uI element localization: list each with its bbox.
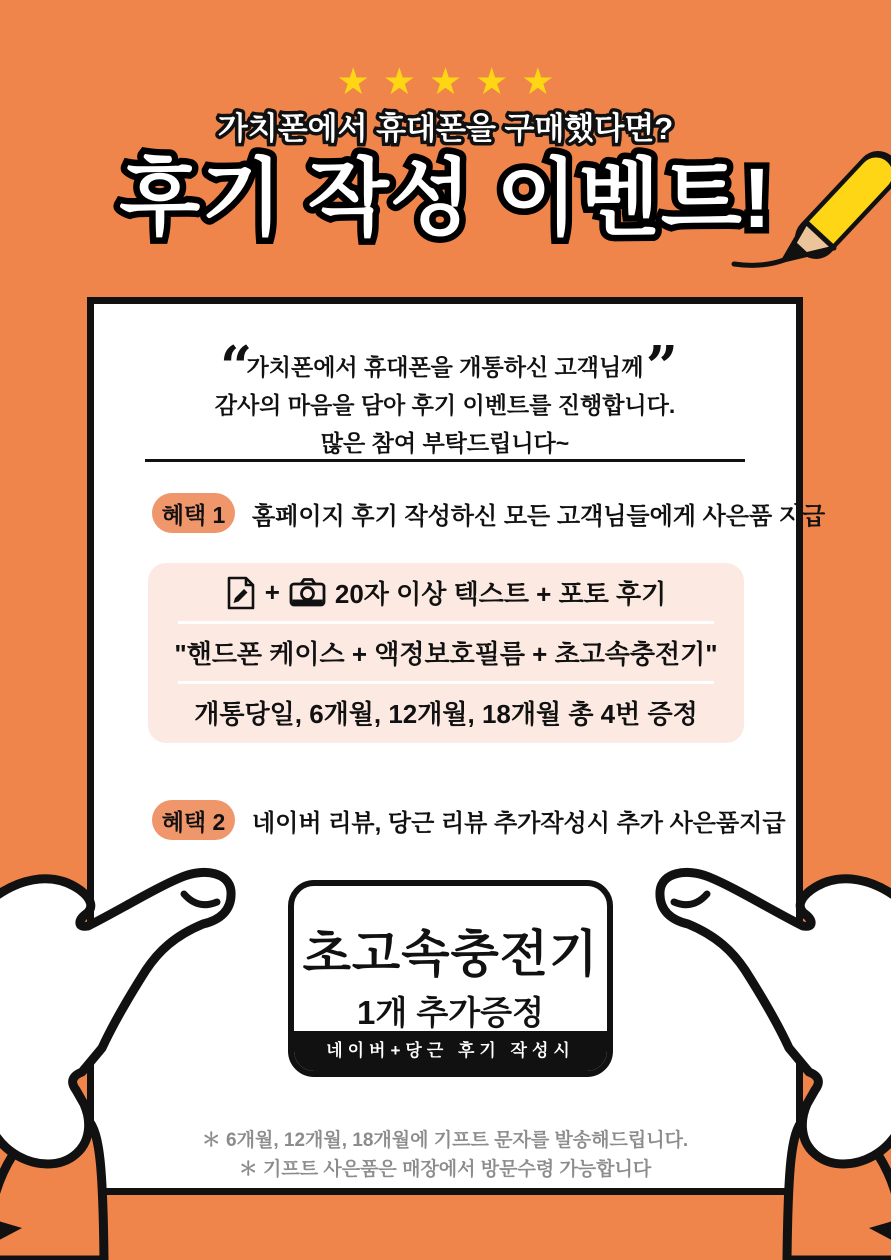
gift-detail-panel <box>148 563 744 743</box>
extra-gift-title: 초고속충전기 <box>302 926 599 982</box>
benefit-1-row <box>152 493 825 533</box>
panel-row-review-type <box>148 564 744 621</box>
left-hand-illustration <box>0 850 300 1260</box>
benefit-2-row <box>152 800 786 840</box>
poster-subtitle: 가치폰에서 휴대폰을 구매했다면? <box>217 111 674 146</box>
close-quote-icon: ” <box>645 334 678 400</box>
open-quote-icon: “ <box>220 334 253 400</box>
note-line: ＊ 기프트 사은품은 매장에서 방문수령 가능합니다 <box>238 1159 652 1180</box>
benefit-1-badge: 혜택 1 <box>152 493 235 533</box>
camera-icon <box>289 577 326 608</box>
pencil-icon <box>712 122 891 290</box>
divider <box>145 459 745 462</box>
quote-line: 감사의 마음을 담아 후기 이벤트를 진행합니다. <box>214 392 676 418</box>
quote-line: 많은 참여 부탁드립니다~ <box>320 430 570 456</box>
intro-quote <box>94 348 796 462</box>
benefit-2-text: 네이버 리뷰, 당근 리뷰 추가작성시 추가 사은품지급 <box>252 809 786 837</box>
plus-sign: + <box>264 577 280 607</box>
review-type-text: 20자 이상 텍스트 + 포토 후기 <box>334 579 667 609</box>
extra-gift-subtitle: 1개 추가증정 <box>357 994 544 1031</box>
document-pencil-icon <box>226 576 256 610</box>
panel-row-gift-items: "핸드폰 케이스 + 액정보호필름 + 초고속충전기" <box>174 639 718 669</box>
extra-gift-box <box>288 880 613 1077</box>
quote-line: 가치폰에서 휴대폰을 개통하신 고객님께 <box>246 354 644 380</box>
benefit-1-text: 홈페이지 후기 작성하신 모든 고객님들에게 사은품 지급 <box>252 502 826 530</box>
five-stars-icon: ★★★★★ <box>336 61 568 102</box>
extra-gift-condition: 네이버+당근 후기 작성시 <box>294 1031 607 1071</box>
poster-title: 후기 작성 이벤트! <box>119 151 772 245</box>
panel-row-schedule: 개통당일, 6개월, 12개월, 18개월 총 4번 증정 <box>194 699 698 729</box>
note-line: ＊ 6개월, 12개월, 18개월에 기프트 문자를 발송해드립니다. <box>201 1130 689 1151</box>
right-hand-illustration <box>591 850 891 1260</box>
benefit-2-badge: 혜택 2 <box>152 800 235 840</box>
